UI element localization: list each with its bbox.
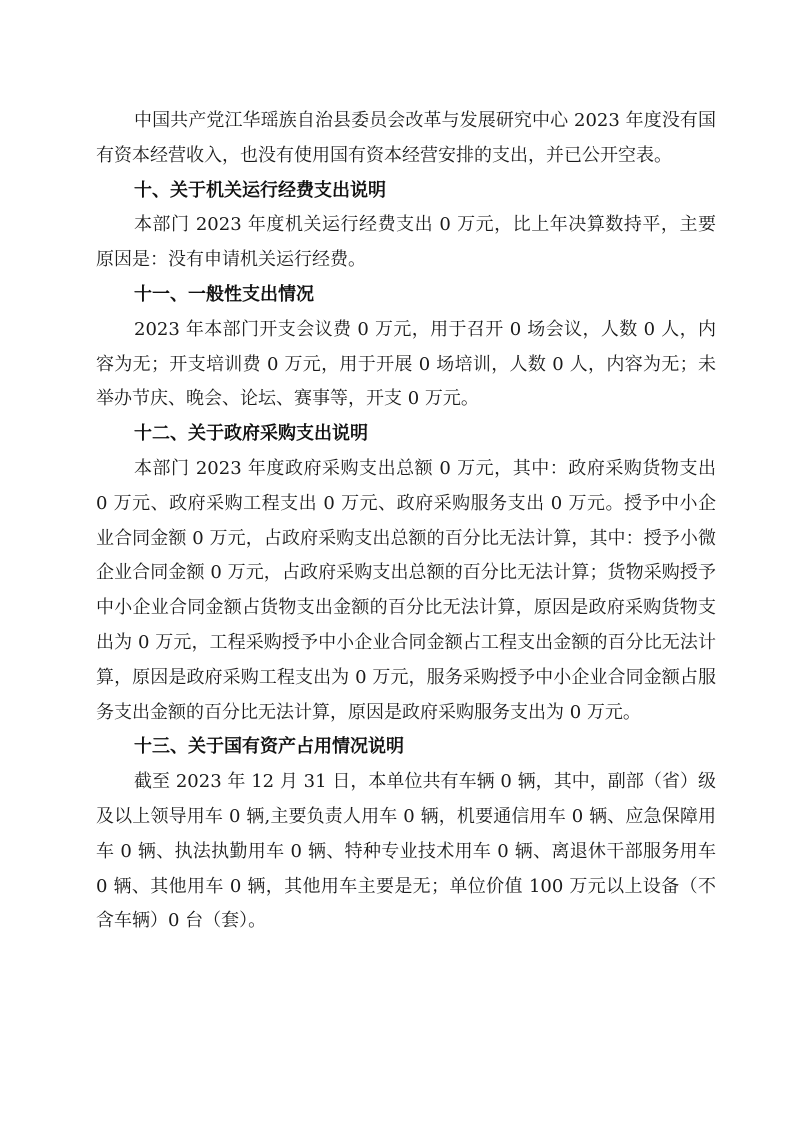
- document-body: [96, 104, 716, 939]
- paragraph-operating-expenses: 本部门 2023 年度机关运行经费支出 0 万元，比上年决算数持平，主要原因是：没有申请机关运行经费。: [96, 214, 716, 271]
- heading-section-13: 十三、关于国有资产占用情况说明: [134, 736, 404, 758]
- heading-section-12: 十二、关于政府采购支出说明: [134, 423, 368, 445]
- heading-section-11: 十一、一般性支出情况: [134, 283, 314, 305]
- paragraph-procurement: 本部门 2023 年度政府采购支出总额 0 万元，其中：政府采购货物支出 0 万元、政府采购工程支出 0 万元、政府采购服务支出 0 万元。授予中小企业合同金额 0 万元，占政府采购支出总额的百分比无法计算，其中：授予小微企业合同金额 0 万元，占政府采购支出总额的百分比无法计算；货物采购授予中小企业合同金额占货物支出金额的百分比无法计算，原因是政府采购货物支出为 0 万元，工程采购授予中小企业合同金额占工程支出金额的百分比无法计算，原因是政府采购工程支出为 0 万元，服务采购授予中小企业合同金额占服务支出金额的百分比无法计算，原因是政府采购服务支出为 0 万元。: [96, 457, 716, 723]
- paragraph-state-assets: 截至 2023 年 12 月 31 日，本单位共有车辆 0 辆，其中，副部（省）级及以上领导用车 0 辆,主要负责人用车 0 辆，机要通信用车 0 辆、应急保障用车 0 辆、执法执勤用车 0 辆、特种专业技术用车 0 辆、离退休干部服务用车 0 辆、其他用车 0 辆，其他用车主要是无；单位价值 100 万元以上设备（不含车辆）0 台（套）。: [96, 771, 716, 932]
- heading-section-10: 十、关于机关运行经费支出说明: [134, 179, 386, 201]
- paragraph-general-expenses: 2023 年本部门开支会议费 0 万元，用于召开 0 场会议，人数 0 人，内容为无；开支培训费 0 万元，用于开展 0 场培训，人数 0 人，内容为无；未举办节庆、晚会、论坛、赛事等，开支 0 万元。: [96, 318, 716, 410]
- paragraph-state-capital: 中国共产党江华瑶族自治县委员会改革与发展研究中心 2023 年度没有国有资本经营收入，也没有使用国有资本经营安排的支出，并已公开空表。: [96, 110, 716, 166]
